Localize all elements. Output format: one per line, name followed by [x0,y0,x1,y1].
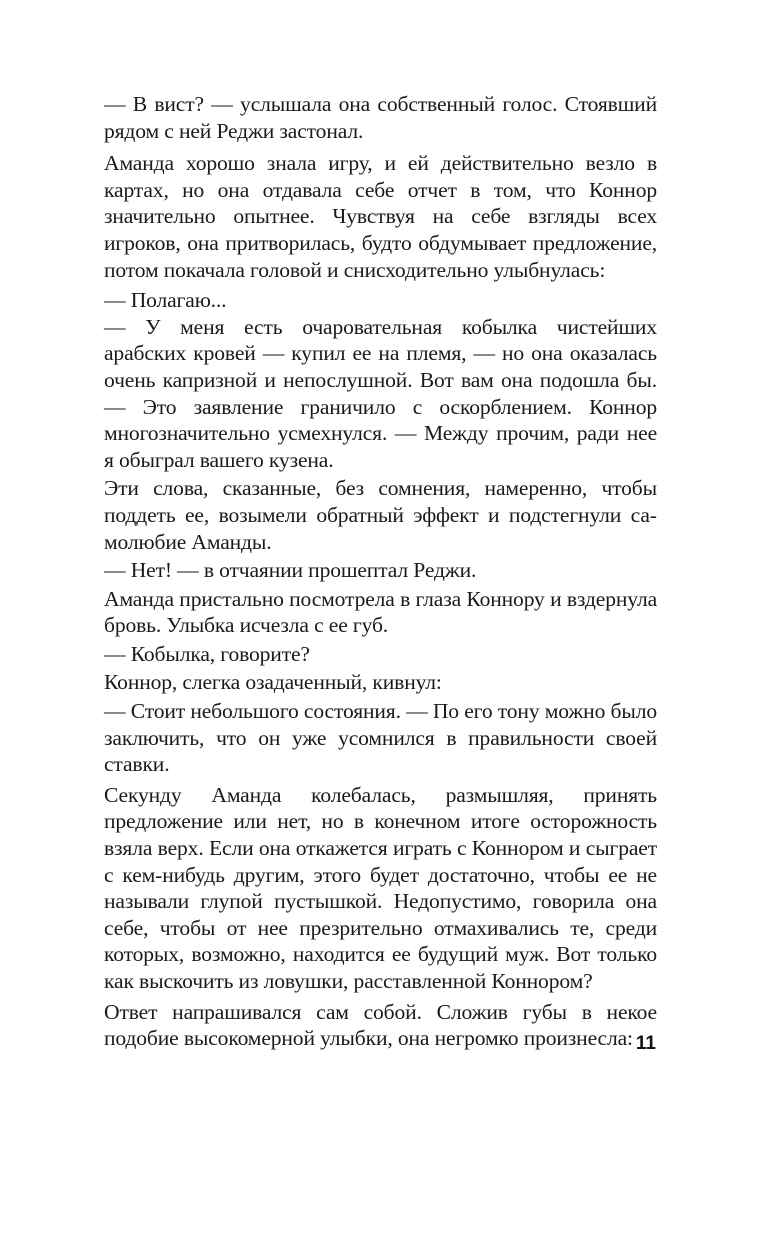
page-number: 11 [635,1033,656,1054]
paragraph-7: Аманда пристально посмотрела в глаза Коннору и вздернула бровь. Улыбка исчезла с ее губ. [104,586,657,638]
paragraph-12: Ответ напрашивался сам собой. Сложив губы в некое подобие высокомерной улыбки, она негромко произнесла: [104,999,657,1051]
paragraph-1: — В вист? — услышала она собственный голос. Стоявший рядом с ней Реджи застонал. [104,92,657,143]
paragraph-9: Коннор, слегка озадаченный, кивнул: [104,670,442,695]
paragraph-8: — Кобылка, говорите? [104,641,310,666]
paragraph-5: Эти слова, сказанные, без сомнения, намеренно, чтобы поддеть ее, возымели обратный эффект и подстегнули самолюбие Аманды. [104,476,657,554]
paragraph-4: — У меня есть очаровательная кобылка чистейших арабских кровей — купил ее на племя, — но она оказалась очень капризной и непослушной. Вот вам она подошла бы. — Это заявление граничило с оскорблением. Коннор многозначительно усмехнулся. — Между прочим, ради нее я обыграл вашего кузена. [104,314,657,472]
paragraph-10: — Стоит небольшого состояния. — По его тону можно было заключить, что он уже усомнился в правильности своей ставки. [104,699,657,777]
paragraph-11: Секунду Аманда колебалась, размышляя, принять предложение или нет, но в конечном итоге осторожность взяла верх. Если она откажется играть с Коннором и сыграет с кем-нибудь другим, этого будет достаточно, чтобы ее не называли глупой пустышкой. Недопустимо, говорила она себе, чтобы от нее презрительно отмахивались те, среди которых, возможно, находится ее будущий муж. Вот только как выскочить из ловушки, расставленной Коннором? [104,782,657,993]
paragraph-6: — Нет! — в отчаянии прошептал Реджи. [104,558,477,583]
paragraph-2: Аманда хорошо знала игру, и ей действительно везло в картах, но она отдавала себе отчет в том, что Коннор значительно опытнее. Чувствуя на себе взгляды всех игроков, она притворилась, будто обдумывает предложение, потом покачала головой и снисходительно улыбнулась: [104,151,657,282]
body-text [104,91,657,1052]
paragraph-3: — Полагаю... [104,288,227,313]
